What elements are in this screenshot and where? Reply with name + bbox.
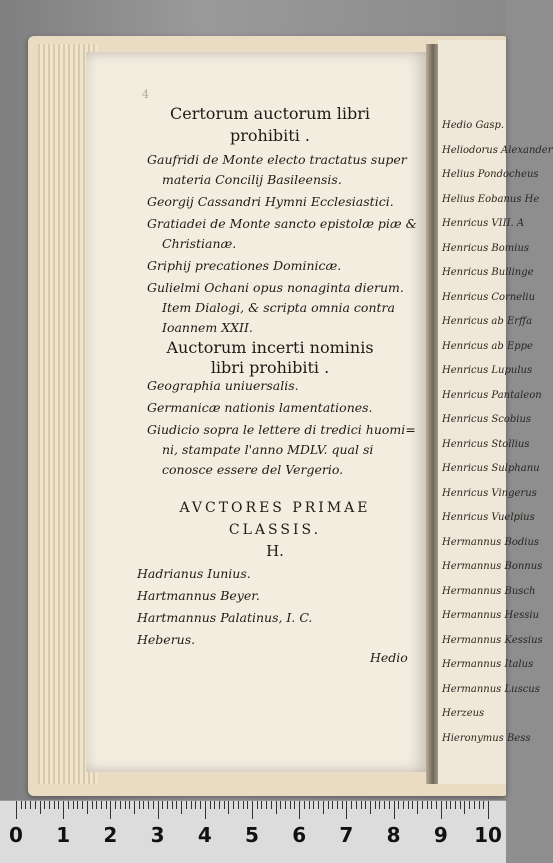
- ruler-tick: [379, 801, 380, 809]
- ruler-tick: [129, 801, 130, 809]
- ruler-tick: [375, 801, 376, 809]
- ruler-tick: [323, 801, 324, 814]
- heading-certorum-2: prohibiti .: [229, 126, 311, 145]
- ruler-tick: [247, 801, 248, 809]
- right-page-line: Henricus Stollius: [442, 438, 530, 450]
- ruler-tick: [125, 801, 126, 809]
- page-number: 4: [142, 88, 149, 101]
- ruler-tick: [257, 801, 258, 809]
- entry-gaufridi: Gaufridi de Monte electo tractatus super: [147, 152, 407, 167]
- author-entry: Heberus.: [137, 632, 196, 647]
- ruler-tick: [181, 801, 182, 814]
- ruler-tick: [469, 801, 470, 809]
- ruler-tick: [464, 801, 465, 814]
- ruler-tick: [82, 801, 83, 809]
- ruler-tick: [16, 801, 17, 819]
- ruler-tick: [280, 801, 281, 809]
- ruler-tick: [290, 801, 291, 809]
- ruler-tick: [25, 801, 26, 809]
- ruler-number: 4: [197, 823, 212, 847]
- ruler-tick: [252, 801, 253, 819]
- ruler-tick: [436, 801, 437, 809]
- ruler-tick: [139, 801, 140, 809]
- ruler-tick: [200, 801, 201, 809]
- ruler-tick: [394, 801, 395, 819]
- ruler-tick: [176, 801, 177, 809]
- right-page-line: Henricus Vingerus: [442, 487, 537, 499]
- entry-germanicae: Germanicæ nationis lamentationes.: [147, 400, 373, 415]
- ruler-tick: [92, 801, 93, 809]
- ruler-tick: [422, 801, 423, 809]
- ruler-tick: [167, 801, 168, 809]
- right-page-line: Hermannus Hessiu: [442, 610, 540, 621]
- author-entry: Hadrianus Iunius.: [137, 566, 251, 581]
- ruler-tick: [460, 801, 461, 809]
- right-page-line: Hermannus Kessius: [442, 634, 543, 646]
- ruler-tick: [224, 801, 225, 809]
- entry-gratiadei-2: Christianæ.: [162, 236, 237, 251]
- catchword: Hedio: [370, 650, 408, 665]
- ruler-tick: [361, 801, 362, 809]
- right-page-line: Helius Eobanus He: [442, 193, 540, 205]
- ruler-tick: [153, 801, 154, 809]
- right-page-line: Helius Pondocheus: [442, 169, 539, 180]
- ruler-tick: [299, 801, 300, 819]
- right-page-line: Heliodorus Alexander: [442, 144, 553, 156]
- ruler-tick: [356, 801, 357, 809]
- ruler-tick: [276, 801, 277, 814]
- entry-ochani-2: Item Dialogi, & scripta omnia contra: [162, 300, 395, 315]
- ruler-number: 9: [433, 823, 448, 847]
- entry-giudicio-3: conosce essere del Vergerio.: [162, 462, 344, 477]
- heading-certorum: Certorum auctorum libri: [170, 104, 370, 123]
- ruler-tick: [101, 801, 102, 809]
- ruler-tick: [49, 801, 50, 809]
- right-page-line: Hieronymus Bess: [442, 732, 531, 744]
- ruler-tick: [44, 801, 45, 809]
- right-page-line: Henricus VIII. A: [442, 218, 525, 229]
- entry-griphij: Griphij precationes Dominicæ.: [147, 258, 342, 273]
- ruler-tick: [110, 801, 111, 819]
- right-page-line: Henricus ab Eppe: [442, 340, 533, 352]
- right-page-line: Henricus Corneliu: [442, 291, 536, 303]
- ruler-number: 6: [292, 823, 307, 847]
- ruler-tick: [30, 801, 31, 809]
- ruler-tick: [417, 801, 418, 814]
- ruler-number: 8: [386, 823, 401, 847]
- ruler-tick: [446, 801, 447, 809]
- entry-cassandri: Georgij Cassandri Hymni Ecclesiastici.: [147, 194, 394, 209]
- heading-incerti: Auctorum incerti nominis: [166, 338, 374, 357]
- ruler-tick: [285, 801, 286, 809]
- ruler-tick: [309, 801, 310, 809]
- ruler-tick: [191, 801, 192, 809]
- ruler-tick: [408, 801, 409, 809]
- ruler-tick: [233, 801, 234, 809]
- right-page-line: Hermannus Busch: [442, 585, 536, 597]
- ruler-tick: [158, 801, 159, 819]
- ruler-tick: [238, 801, 239, 809]
- ruler-tick: [148, 801, 149, 809]
- ruler-tick: [54, 801, 55, 809]
- right-page-line: Henricus Bullinge: [442, 267, 534, 278]
- author-entry: Hartmannus Palatinus, I. C.: [137, 610, 313, 625]
- section-letter: H.: [266, 542, 284, 560]
- right-page-line: Hedio Gasp.: [442, 120, 505, 131]
- ruler-tick: [195, 801, 196, 809]
- right-page: [438, 40, 553, 784]
- ruler-tick: [431, 801, 432, 809]
- ruler-tick: [96, 801, 97, 809]
- right-page-line: Hermannus Bodius: [442, 536, 540, 548]
- ruler-tick: [134, 801, 135, 814]
- right-page-line: Henricus Sulphanu: [442, 463, 540, 474]
- ruler-tick: [332, 801, 333, 809]
- ruler-tick: [115, 801, 116, 809]
- ruler-tick: [172, 801, 173, 809]
- ruler-tick: [365, 801, 366, 809]
- ruler-tick: [455, 801, 456, 809]
- ruler-tick: [427, 801, 428, 809]
- ruler-tick: [162, 801, 163, 809]
- right-page-line: Henricus Lupulus: [442, 365, 533, 376]
- ruler-tick: [337, 801, 338, 809]
- heading-classis: CLASSIS.: [228, 522, 322, 538]
- ruler-tick: [384, 801, 385, 809]
- ruler-tick: [450, 801, 451, 809]
- heading-auctores: AVCTORES PRIMAE: [179, 500, 371, 516]
- ruler-number: 2: [103, 823, 118, 847]
- ruler-tick: [266, 801, 267, 809]
- ruler-tick: [219, 801, 220, 809]
- ruler-tick: [63, 801, 64, 819]
- ruler-tick: [483, 801, 484, 809]
- ruler-tick: [21, 801, 22, 809]
- ruler-tick: [479, 801, 480, 809]
- ruler-tick: [294, 801, 295, 809]
- ruler-tick: [106, 801, 107, 809]
- right-page-line: Hermannus Italus: [442, 659, 534, 670]
- ruler-tick: [73, 801, 74, 809]
- entry-gratiadei: Gratiadei de Monte sancto epistolæ piæ &: [147, 216, 417, 231]
- measurement-ruler: [0, 800, 506, 863]
- ruler-tick: [403, 801, 404, 809]
- ruler-number: 0: [9, 823, 23, 847]
- entry-giudicio-2: ni, stampate l'anno MDLV. qual si: [162, 442, 374, 457]
- ruler-tick: [120, 801, 121, 809]
- ruler-tick: [342, 801, 343, 809]
- ruler-tick: [474, 801, 475, 809]
- ruler-tick: [87, 801, 88, 814]
- ruler-tick: [210, 801, 211, 809]
- ruler-tick: [58, 801, 59, 809]
- right-page-line: Henricus Scobius: [442, 414, 532, 425]
- ruler-tick: [398, 801, 399, 809]
- ruler-tick: [143, 801, 144, 809]
- entry-geographia: Geographia uniuersalis.: [147, 378, 299, 393]
- ruler-tick: [271, 801, 272, 809]
- entry-ochani-3: Ioannem XXII.: [162, 320, 253, 335]
- author-entry: Hartmannus Beyer.: [137, 588, 260, 603]
- ruler-number: 3: [150, 823, 165, 847]
- ruler-tick: [205, 801, 206, 819]
- right-page-line: Hermannus Luscus: [442, 683, 540, 695]
- ruler-tick: [441, 801, 442, 819]
- ruler-number: 1: [56, 823, 71, 847]
- ruler-number: 7: [339, 823, 354, 847]
- right-page-line: Herzeus: [442, 708, 485, 719]
- ruler-tick: [488, 801, 489, 819]
- ruler-tick: [228, 801, 229, 814]
- ruler-tick: [261, 801, 262, 809]
- ruler-tick: [313, 801, 314, 809]
- ruler-tick: [370, 801, 371, 814]
- ruler-tick: [68, 801, 69, 809]
- ruler-tick: [186, 801, 187, 809]
- ruler-tick: [214, 801, 215, 809]
- entry-gaufridi-2: materia Concilij Basileensis.: [162, 172, 342, 187]
- right-page-line: Henricus Bomius: [442, 242, 530, 254]
- ruler-tick: [389, 801, 390, 809]
- entry-ochani: Gulielmi Ochani opus nonaginta dierum.: [147, 280, 404, 295]
- heading-incerti-2: libri prohibiti .: [210, 358, 330, 377]
- ruler-number: 10: [474, 823, 502, 847]
- ruler-tick: [412, 801, 413, 809]
- entry-giudicio: Giudicio sopra le lettere di tredici huomi=: [147, 422, 416, 437]
- ruler-tick: [40, 801, 41, 814]
- ruler-tick: [243, 801, 244, 809]
- ruler-tick: [77, 801, 78, 809]
- ruler-tick: [346, 801, 347, 819]
- ruler-tick: [304, 801, 305, 809]
- ruler-tick: [351, 801, 352, 809]
- right-page-line: Henricus Pantaleon: [442, 389, 542, 401]
- ruler-tick: [35, 801, 36, 809]
- ruler-tick: [328, 801, 329, 809]
- right-page-line: Hermannus Bonnus: [442, 561, 543, 572]
- right-page-line: Henricus Vuelpius: [442, 512, 535, 523]
- ruler-tick: [318, 801, 319, 809]
- right-page-line: Henricus ab Erffa: [442, 316, 533, 327]
- ruler-number: 5: [245, 823, 259, 847]
